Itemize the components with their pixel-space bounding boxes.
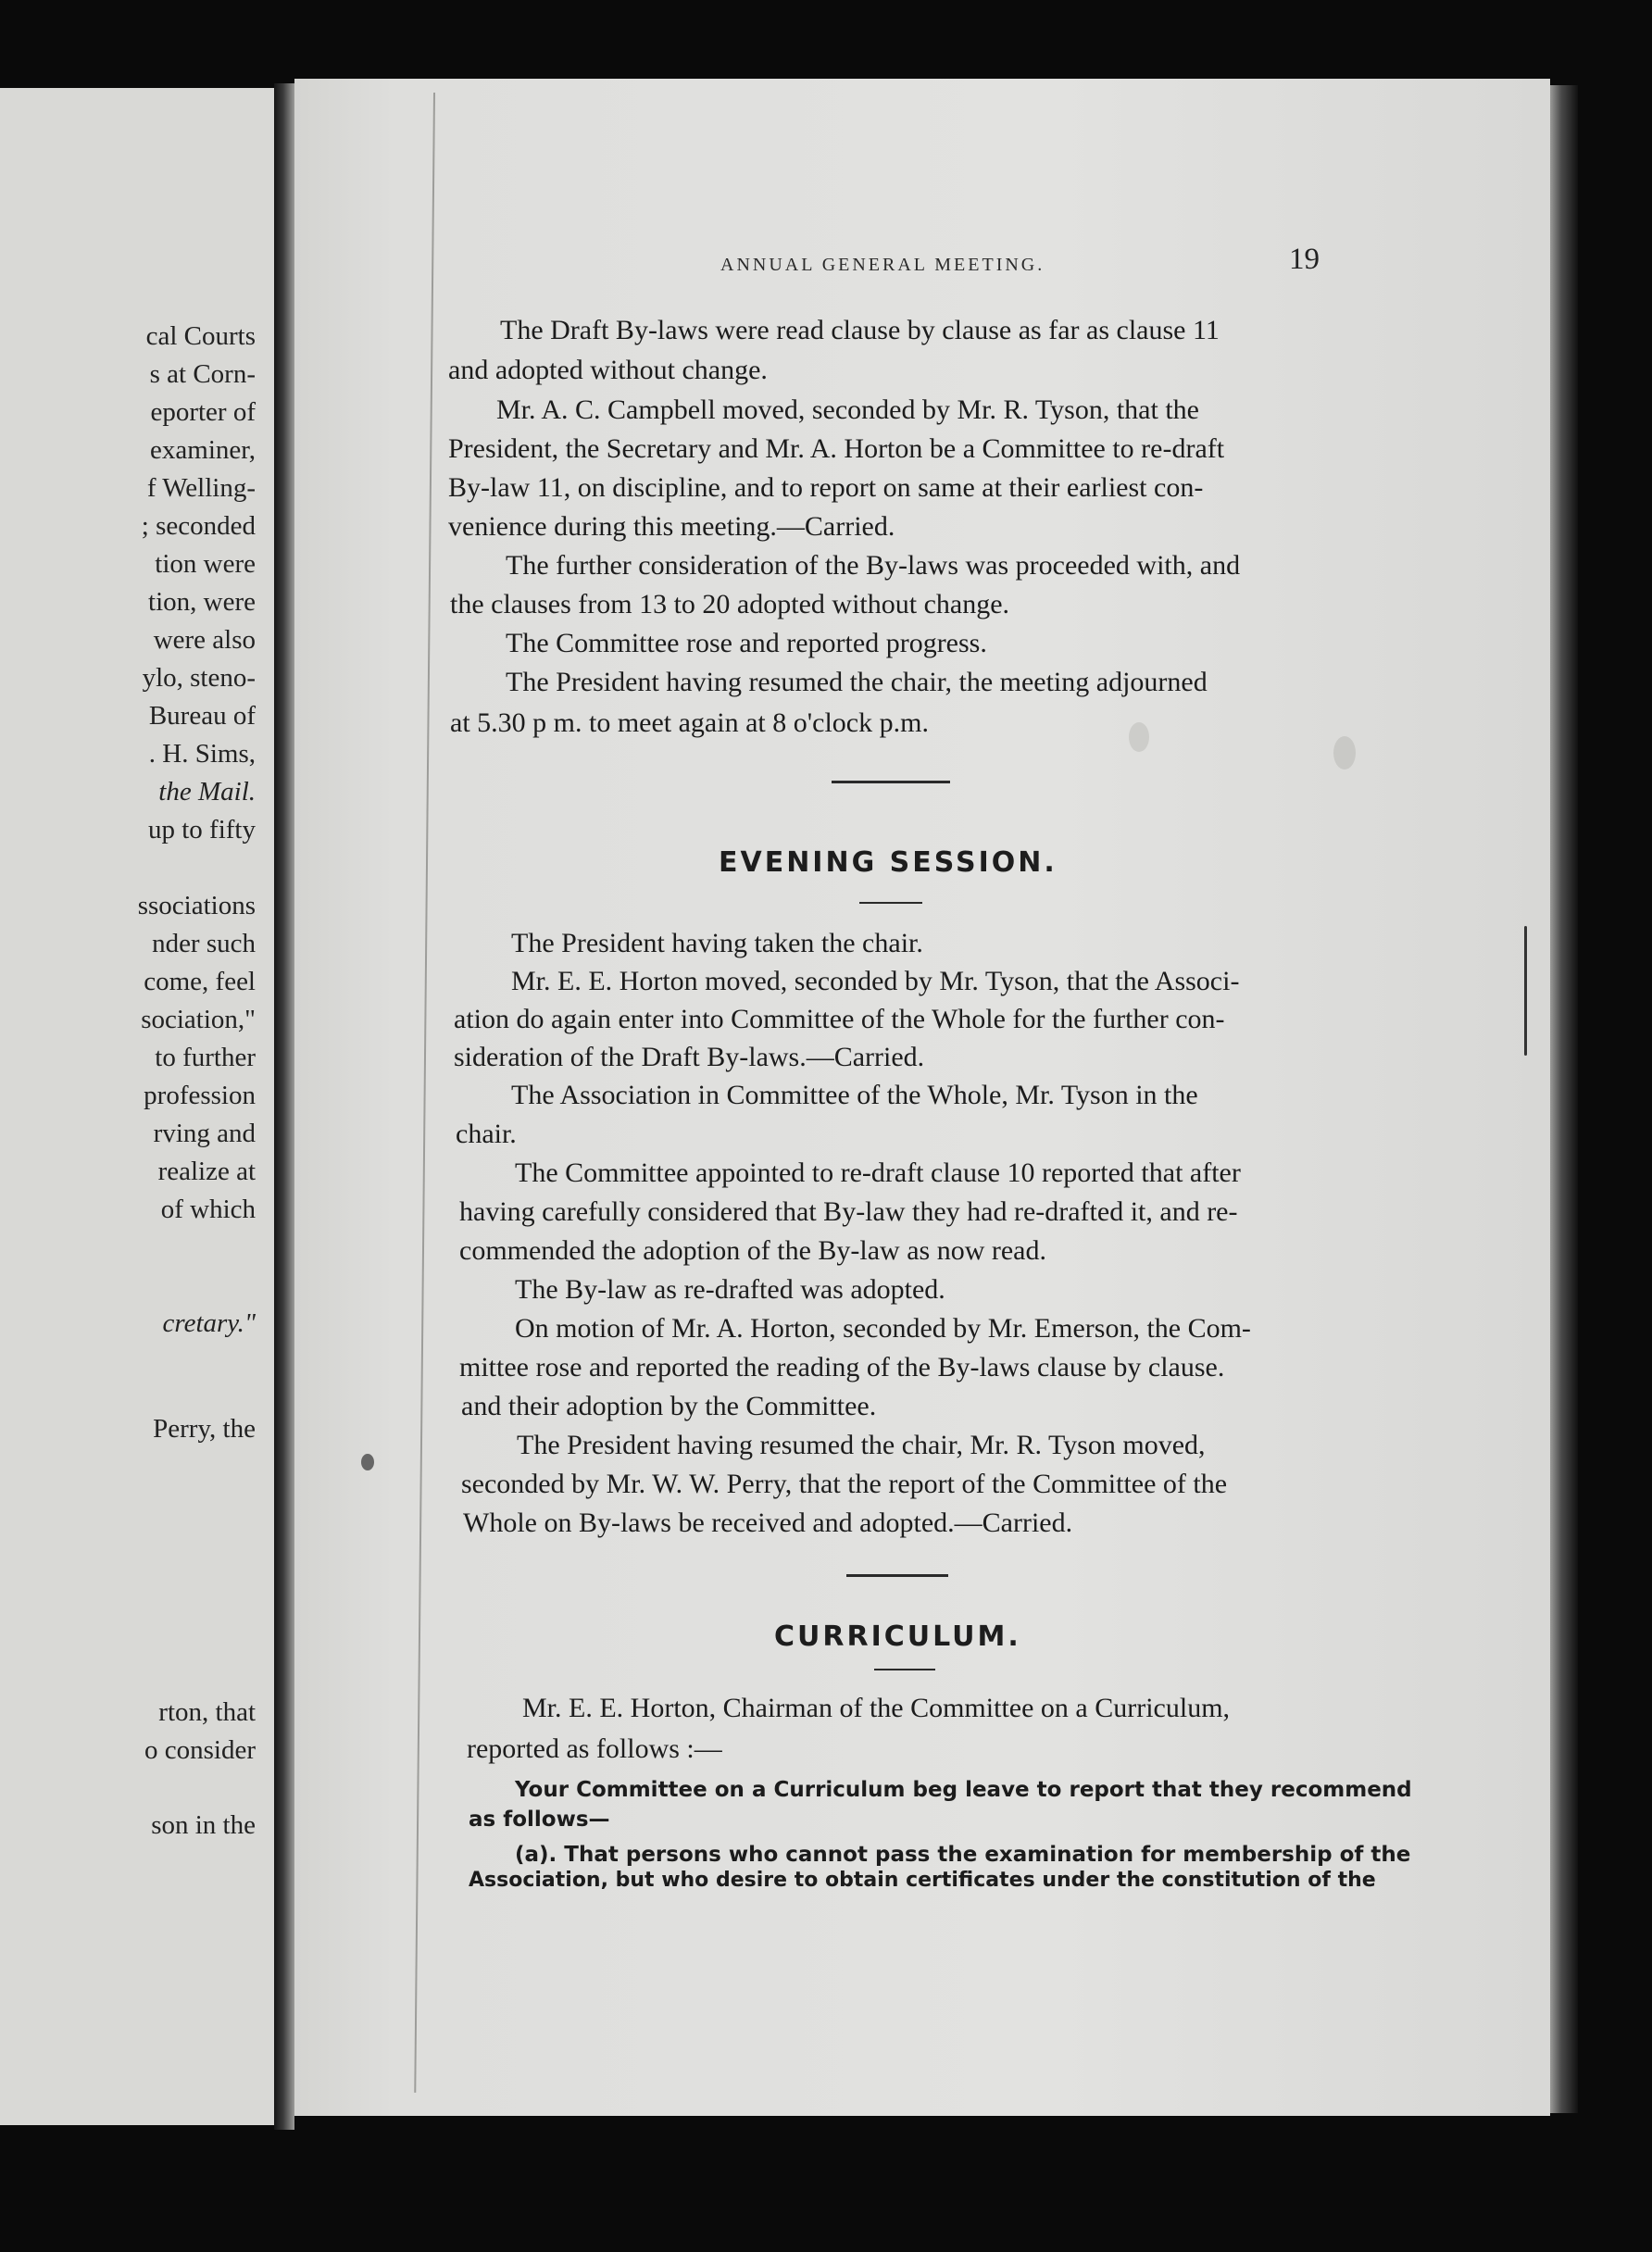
- report-line: Association, but who desire to obtain certificates under the constitution of the: [469, 1869, 1376, 1892]
- left-page-line: Bureau of: [148, 701, 256, 731]
- paragraph-line: The President having resumed the chair, the meeting adjourned: [506, 667, 1208, 697]
- paragraph-line: reported as follows :—: [467, 1733, 722, 1764]
- left-page-line: to further: [155, 1043, 256, 1072]
- paragraph-line: Mr. E. E. Horton moved, seconded by Mr. Tyson, that the Associ-: [511, 966, 1240, 996]
- page-number: 19: [1289, 243, 1320, 276]
- paragraph-line: mittee rose and reported the reading of the By-laws clause by clause.: [459, 1352, 1225, 1382]
- ink-smudge: [361, 1454, 374, 1470]
- evening-session-heading: EVENING SESSION.: [719, 846, 1058, 879]
- paragraph-line: venience during this meeting.—Carried.: [448, 511, 895, 542]
- left-page-line: rving and: [153, 1119, 256, 1148]
- page-edge-shadow: [1550, 85, 1578, 2113]
- left-page-line: ylo, steno-: [142, 663, 256, 693]
- paragraph-line: The By-law as re-drafted was adopted.: [515, 1274, 945, 1305]
- left-page-line: cal Courts: [145, 321, 256, 351]
- left-page-line: tion, were: [148, 587, 256, 617]
- paragraph-line: having carefully considered that By-law they had re-drafted it, and re-: [459, 1196, 1238, 1227]
- paragraph-line: The Draft By-laws were read clause by clause as far as clause 11: [500, 315, 1220, 345]
- left-page-line: son in the: [151, 1810, 256, 1840]
- paragraph-line: The Association in Committee of the Whole, Mr. Tyson in the: [511, 1080, 1198, 1110]
- report-line: (a). That persons who cannot pass the examination for membership of the: [515, 1843, 1411, 1867]
- section-divider: [832, 781, 950, 783]
- left-page-line: up to fifty: [148, 815, 256, 844]
- curriculum-heading: CURRICULUM.: [774, 1620, 1021, 1653]
- section-divider: [846, 1574, 948, 1577]
- paper-stain: [1333, 736, 1356, 769]
- left-page-line: examiner,: [150, 435, 256, 465]
- left-page-line: f Welling-: [146, 473, 256, 503]
- paragraph-line: By-law 11, on discipline, and to report on same at their earliest con-: [448, 472, 1204, 503]
- paragraph-line: Mr. E. E. Horton, Chairman of the Committee on a Curriculum,: [522, 1693, 1231, 1723]
- paragraph-line: chair.: [456, 1119, 517, 1149]
- paragraph-line: ation do again enter into Committee of the Whole for the further con-: [454, 1004, 1225, 1034]
- left-page-line: tion were: [155, 549, 256, 579]
- paragraph-line: at 5.30 p m. to meet again at 8 o'clock p.m.: [450, 707, 929, 738]
- left-page-line: of which: [160, 1195, 256, 1224]
- paragraph-line: The President having resumed the chair, Mr. R. Tyson moved,: [517, 1430, 1206, 1460]
- paragraph-line: Mr. A. C. Campbell moved, seconded by Mr. R. Tyson, that the: [496, 394, 1199, 425]
- paragraph-line: and their adoption by the Committee.: [461, 1391, 877, 1421]
- paragraph-line: and adopted without change.: [448, 355, 768, 385]
- paragraph-line: commended the adoption of the By-law as now read.: [459, 1235, 1046, 1266]
- paragraph-line: The Committee rose and reported progress.: [506, 628, 987, 658]
- heading-underline: [874, 1669, 935, 1670]
- paragraph-line: seconded by Mr. W. W. Perry, that the report of the Committee of the: [461, 1469, 1228, 1499]
- left-page-line: . H. Sims,: [148, 739, 256, 769]
- left-facing-page: [0, 88, 274, 2125]
- left-page-line: cretary.": [162, 1308, 256, 1338]
- left-page-line: eporter of: [150, 397, 256, 427]
- left-page-line: o consider: [144, 1735, 256, 1765]
- paper-stain: [1129, 722, 1149, 752]
- book-gutter: [274, 83, 294, 2130]
- paragraph-line: On motion of Mr. A. Horton, seconded by Mr. Emerson, the Com-: [515, 1313, 1251, 1344]
- left-page-line: rton, that: [158, 1697, 256, 1727]
- left-page-line: were also: [153, 625, 256, 655]
- left-page-line: the Mail.: [158, 777, 256, 807]
- paragraph-line: The Committee appointed to re-draft clause 10 reported that after: [515, 1157, 1241, 1188]
- report-line: as follows—: [469, 1808, 610, 1832]
- left-page-line: come, feel: [144, 967, 256, 996]
- running-header: ANNUAL GENERAL MEETING.: [720, 255, 1045, 275]
- left-page-line: realize at: [157, 1157, 256, 1186]
- paragraph-line: The President having taken the chair.: [511, 928, 923, 958]
- left-page-line: s at Corn-: [149, 359, 256, 389]
- left-page-line: sociation,": [141, 1005, 256, 1034]
- left-page-line: ; seconded: [141, 511, 256, 541]
- paragraph-line: Whole on By-laws be received and adopted.—Carried.: [463, 1508, 1073, 1538]
- paragraph-line: The further consideration of the By-laws was proceeded with, and: [506, 550, 1241, 581]
- margin-pencil-mark: [1524, 926, 1527, 1056]
- left-page-line: nder such: [152, 929, 256, 958]
- report-line: Your Committee on a Curriculum beg leave to report that they recommend: [515, 1778, 1412, 1802]
- paragraph-line: the clauses from 13 to 20 adopted without change.: [450, 589, 1010, 619]
- paragraph-line: sideration of the Draft By-laws.—Carried.: [454, 1042, 925, 1072]
- heading-underline: [859, 902, 922, 904]
- paragraph-line: President, the Secretary and Mr. A. Horton be a Committee to re-draft: [448, 433, 1225, 464]
- left-page-line: Perry, the: [153, 1414, 256, 1444]
- left-page-line: profession: [144, 1081, 256, 1110]
- left-page-line: ssociations: [137, 891, 256, 920]
